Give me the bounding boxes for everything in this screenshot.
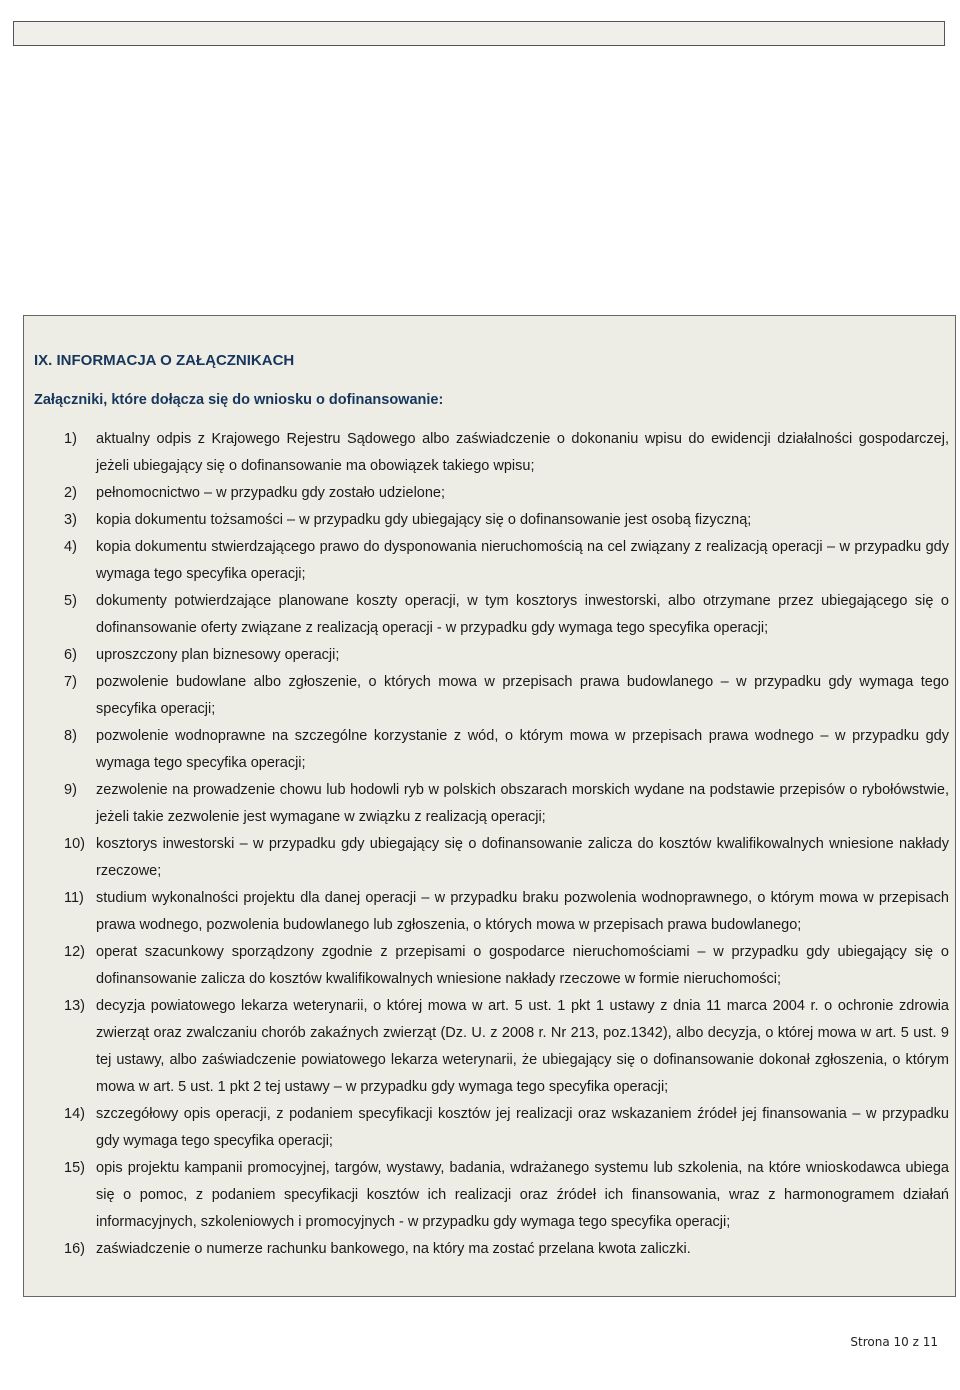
list-item <box>24 777 957 831</box>
list-item-number: 1) <box>64 431 77 447</box>
list-item-text: operat szacunkowy sporządzony zgodnie z przepisami o gospodarce nieruchomościami – w przypadku gdy ubiegający się o dofinansowanie zalicza do kosztów kwalifikowalnych wniesione nakłady rzeczowe w formie nieruchomości; <box>96 944 949 987</box>
list-item-number: 15) <box>64 1160 85 1176</box>
list-item <box>24 1236 957 1263</box>
list-item <box>24 885 957 939</box>
list-item-number: 10) <box>64 836 85 852</box>
page-number: Strona 10 z 11 <box>850 1335 938 1349</box>
list-item-text: opis projektu kampanii promocyjnej, targów, wystawy, badania, wdrażanego systemu lub szkolenia, na które wnioskodawca ubiega się o pomoc, z podaniem specyfikacji kosztów ich realizacji oraz źródeł ich finansowania, wraz z harmonogramem działań informacyjnych, szkoleniowych i promocyjnych - w przypadku gdy wymaga tego specyfika operacji; <box>96 1160 949 1230</box>
list-item-text: studium wykonalności projektu dla danej operacji – w przypadku braku pozwolenia wodnoprawnego, o którym mowa w przepisach prawa wodnego, pozwolenia budowlanego lub zgłoszenia, o których mowa w przepisach prawa budowlanego; <box>96 890 949 933</box>
list-item-text: pełnomocnictwo – w przypadku gdy zostało udzielone; <box>96 485 446 501</box>
attachments-section <box>23 315 956 1297</box>
list-item-number: 12) <box>64 944 85 960</box>
section-intro: Załączniki, które dołącza się do wniosku o dofinansowanie: <box>34 392 444 408</box>
list-item-text: zezwolenie na prowadzenie chowu lub hodowli ryb w polskich obszarach morskich wydane na podstawie przepisów o rybołówstwie, jeżeli takie zezwolenie jest wymagane w związku z realizacją operacji; <box>96 782 949 825</box>
list-item <box>24 588 957 642</box>
list-item-text: decyzja powiatowego lekarza weterynarii, o której mowa w art. 5 ust. 1 pkt 1 ustawy z dnia 11 marca 2004 r. o ochronie zdrowia zwierząt oraz zwalczaniu chorób zakaźnych zwierząt (Dz. U. z 2008 r. Nr 213, poz.1342), albo decyzja, o której mowa w art. 5 ust. 9 tej ustawy, albo zaświadczenie powiatowego lekarza weterynarii, że ubiegający się o dofinansowanie dokonał zgłoszenia, o którym mowa w art. 5 ust. 1 pkt 2 tej ustawy – w przypadku gdy wymaga tego specyfika operacji; <box>96 998 949 1095</box>
list-item <box>24 723 957 777</box>
list-item-text: szczegółowy opis operacji, z podaniem specyfikacji kosztów jej realizacji oraz wskazaniem źródeł jej finansowania – w przypadku gdy wymaga tego specyfika operacji; <box>96 1106 949 1149</box>
list-item-number: 8) <box>64 728 77 744</box>
list-item-number: 13) <box>64 998 85 1014</box>
section-title: IX. INFORMACJA O ZAŁĄCZNIKACH <box>34 352 295 369</box>
list-item-number: 9) <box>64 782 77 798</box>
list-item-number: 14) <box>64 1106 85 1122</box>
list-item-number: 2) <box>64 485 77 501</box>
list-item-number: 4) <box>64 539 77 555</box>
list-item-text: dokumenty potwierdzające planowane koszty operacji, w tym kosztorys inwestorski, albo otrzymane przez ubiegającego się o dofinansowanie oferty związane z realizacją operacji - w przypadku gdy wymaga tego specyfika operacji; <box>96 593 949 636</box>
list-item <box>24 1155 957 1236</box>
list-item <box>24 507 957 534</box>
list-item-number: 7) <box>64 674 77 690</box>
list-item <box>24 642 957 669</box>
list-item <box>24 1101 957 1155</box>
list-item-text: kosztorys inwestorski – w przypadku gdy ubiegający się o dofinansowanie zalicza do kosztów kwalifikowalnych wniesione nakłady rzeczowe; <box>96 836 949 879</box>
list-item <box>24 426 957 480</box>
list-item <box>24 939 957 993</box>
list-item-text: pozwolenie budowlane albo zgłoszenie, o których mowa w przepisach prawa budowlanego – w przypadku gdy wymaga tego specyfika operacji; <box>96 674 949 717</box>
list-item-text: kopia dokumentu stwierdzającego prawo do dysponowania nieruchomością na cel związany z realizacją operacji – w przypadku gdy wymaga tego specyfika operacji; <box>96 539 949 582</box>
list-item <box>24 669 957 723</box>
list-item <box>24 993 957 1101</box>
attachments-list <box>24 426 957 1263</box>
list-item-number: 11) <box>64 890 84 906</box>
list-item-text: aktualny odpis z Krajowego Rejestru Sądowego albo zaświadczenie o dokonaniu wpisu do ewidencji działalności gospodarczej, jeżeli ubiegający się o dofinansowanie ma obowiązek takiego wpisu; <box>96 431 949 474</box>
list-item-text: kopia dokumentu tożsamości – w przypadku gdy ubiegający się o dofinansowanie jest osobą fizyczną; <box>96 512 752 528</box>
list-item <box>24 831 957 885</box>
list-item <box>24 480 957 507</box>
list-item-text: zaświadczenie o numerze rachunku bankowego, na który ma zostać przelana kwota zaliczki. <box>96 1241 691 1257</box>
list-item-number: 5) <box>64 593 77 609</box>
top-empty-box <box>13 21 945 46</box>
list-item-number: 3) <box>64 512 77 528</box>
list-item-text: pozwolenie wodnoprawne na szczególne korzystanie z wód, o którym mowa w przepisach prawa wodnego – w przypadku gdy wymaga tego specyfika operacji; <box>96 728 949 771</box>
list-item-number: 16) <box>64 1241 85 1257</box>
list-item-text: uproszczony plan biznesowy operacji; <box>96 647 340 663</box>
list-item <box>24 534 957 588</box>
list-item-number: 6) <box>64 647 77 663</box>
